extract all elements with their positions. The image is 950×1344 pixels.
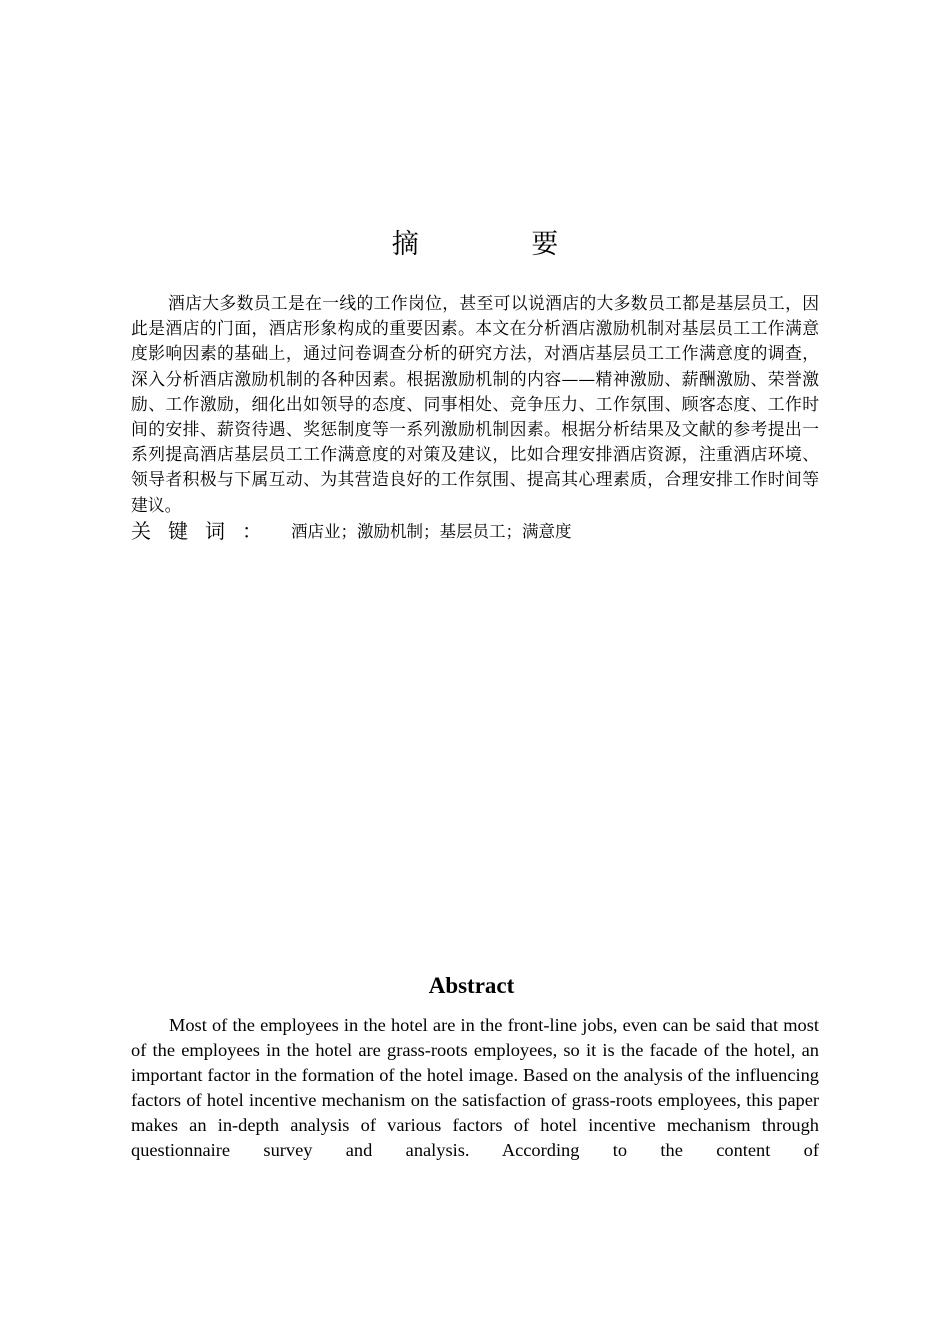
chinese-keywords-line	[131, 515, 819, 544]
chinese-abstract-title: 摘 要	[391, 229, 611, 260]
english-abstract-title: Abstract	[428, 973, 515, 998]
chinese-abstract-body: 酒店大多数员工是在一线的工作岗位，甚至可以说酒店的大多数员工都是基层员工，因此是酒店的门面，酒店形象构成的重要因素。本文在分析酒店激励机制对基层员工工作满意度影响因素的基础上，通过问卷调查分析的研究方法，对酒店基层员工工作满意度的调查，深入分析酒店激励机制的各种因素。根据激励机制的内容——精神激励、薪酬激励、荣誉激励、工作激励，细化出如领导的态度、同事相处、竞争压力、工作氛围、顾客态度、工作时间的安排、薪资待遇、奖惩制度等一系列激励机制因素。根据分析结果及文献的参考提出一系列提高酒店基层员工工作满意度的对策及建议，比如合理安排酒店资源，注重酒店环境、领导者积极与下属互动、为其营造良好的工作氛围、提高其心理素质，合理安排工作时间等建议。	[131, 293, 819, 515]
keywords-label: 关键词：	[131, 519, 279, 543]
english-abstract-body: Most of the employees in the hotel are in the front-line jobs, even can be said that most of the employees in the hotel are grass-roots employees, so it is the facade of the hotel, an important factor in the formation of the hotel image. Based on the analysis of the influencing factors of hotel incentive mechanism on the satisfaction of grass-roots employees, this paper makes an in-depth analysis of various factors of hotel incentive mechanism through questionnaire survey and analysis. According to the content of	[131, 1015, 819, 1160]
keywords-value: 酒店业；激励机制；基层员工；满意度	[291, 522, 572, 541]
